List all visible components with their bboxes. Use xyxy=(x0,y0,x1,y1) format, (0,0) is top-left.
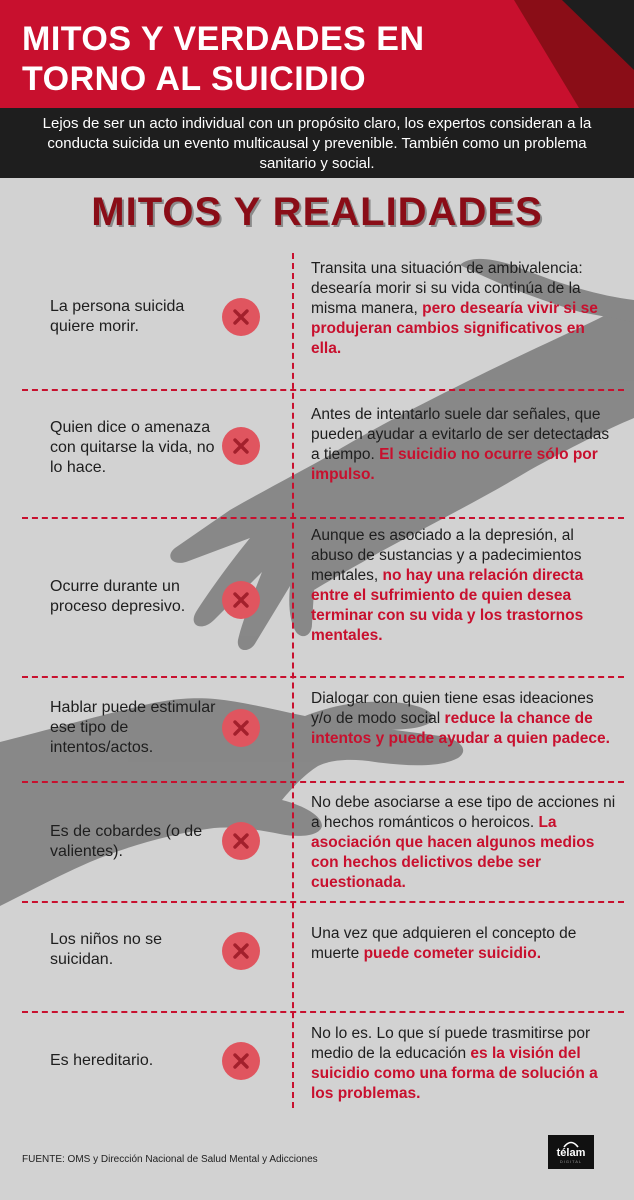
reality-plain: Una vez que adquieren el concepto de muerte xyxy=(311,925,577,962)
reality-plain: No debe asociarse a ese tipo de acciones ni a hechos románticos o heroicos. xyxy=(311,794,616,831)
reality-highlight: no hay una relación directa entre el sufrimiento de quien desea terminar con su vida y los trastornos mentales. xyxy=(311,567,584,644)
header-banner xyxy=(0,0,634,108)
myth-text: Es hereditario. xyxy=(50,1052,154,1069)
telam-logo xyxy=(548,1135,594,1169)
page-title: MITOS Y VERDADES EN TORNO AL SUICIDIO xyxy=(22,20,425,98)
section-title: MITOS Y REALIDADES xyxy=(91,190,543,234)
reality-highlight: reduce la chance de intentos y puede ayudar a quien padece. xyxy=(311,710,610,747)
reality-text xyxy=(311,793,616,893)
myth-text: Los niños no se suicidan. xyxy=(50,931,163,968)
reality-highlight: pero desearía vivir si se produjeran cambios significativos en ella. xyxy=(311,300,598,357)
logo-subtitle: DIGITAL xyxy=(559,1159,583,1164)
reality-text xyxy=(311,405,616,485)
row-divider xyxy=(22,1011,624,1013)
intro-band xyxy=(0,108,634,178)
x-icon xyxy=(222,932,260,970)
reality-text xyxy=(311,689,616,749)
myth-text: Hablar puede estimular ese tipo de intentos/actos. xyxy=(50,699,216,756)
myth-text: Quien dice o amenaza con quitarse la vida, no lo hace. xyxy=(50,419,215,476)
myth-text: Ocurre durante un proceso depresivo. xyxy=(50,578,186,615)
reality-text xyxy=(311,259,616,359)
reality-highlight: puede cometer suicidio. xyxy=(363,945,541,962)
x-icon xyxy=(222,1042,260,1080)
reality-highlight: es la visión del suicidio como una forma de solución a los problemas. xyxy=(311,1045,598,1102)
intro-text: Lejos de ser un acto individual con un propósito claro, los expertos consideran a la conducta suicida un evento multicausal y prevenible. También como un problema sanitario y social. xyxy=(42,115,592,172)
x-icon xyxy=(222,822,260,860)
reality-plain: No lo es. Lo que sí puede trasmitirse por medio de la educación xyxy=(311,1025,591,1062)
x-icon xyxy=(222,709,260,747)
reality-text xyxy=(311,1024,616,1104)
reality-plain: Dialogar con quien tiene esas ideaciones y/o de modo social xyxy=(311,690,594,727)
source-note: FUENTE: OMS y Dirección Nacional de Salud Mental y Adicciones xyxy=(22,1154,318,1165)
reality-text xyxy=(311,924,616,964)
reality-plain: Antes de intentarlo suele dar señales, que pueden ayudar a evitarlo de ser detectadas a tiempo. xyxy=(311,406,610,463)
row-divider xyxy=(22,517,624,519)
row-divider xyxy=(22,389,624,391)
header-fold-decoration xyxy=(444,0,634,108)
x-icon xyxy=(222,581,260,619)
column-divider xyxy=(292,253,294,1108)
reality-plain: Transita una situación de ambivalencia: desearía morir si su vida continúa de la misma manera, xyxy=(311,260,583,317)
myth-text: La persona suicida quiere morir. xyxy=(50,298,185,335)
x-icon xyxy=(222,298,260,336)
logo-name: télam xyxy=(556,1147,586,1159)
myth-text: Es de cobardes (o de valientes). xyxy=(50,823,203,860)
reality-highlight: La asociación que hacen algunos medios con hechos delictivos debe ser cuestionada. xyxy=(311,814,595,891)
x-icon xyxy=(222,427,260,465)
reality-plain: Aunque es asociado a la depresión, al abuso de sustancias y a padecimientos mentales, xyxy=(311,527,582,584)
row-divider xyxy=(22,676,624,678)
reality-text xyxy=(311,526,616,646)
row-divider xyxy=(22,781,624,783)
row-divider xyxy=(22,901,624,903)
reality-highlight: El suicidio no ocurre sólo por impulso. xyxy=(311,446,598,483)
